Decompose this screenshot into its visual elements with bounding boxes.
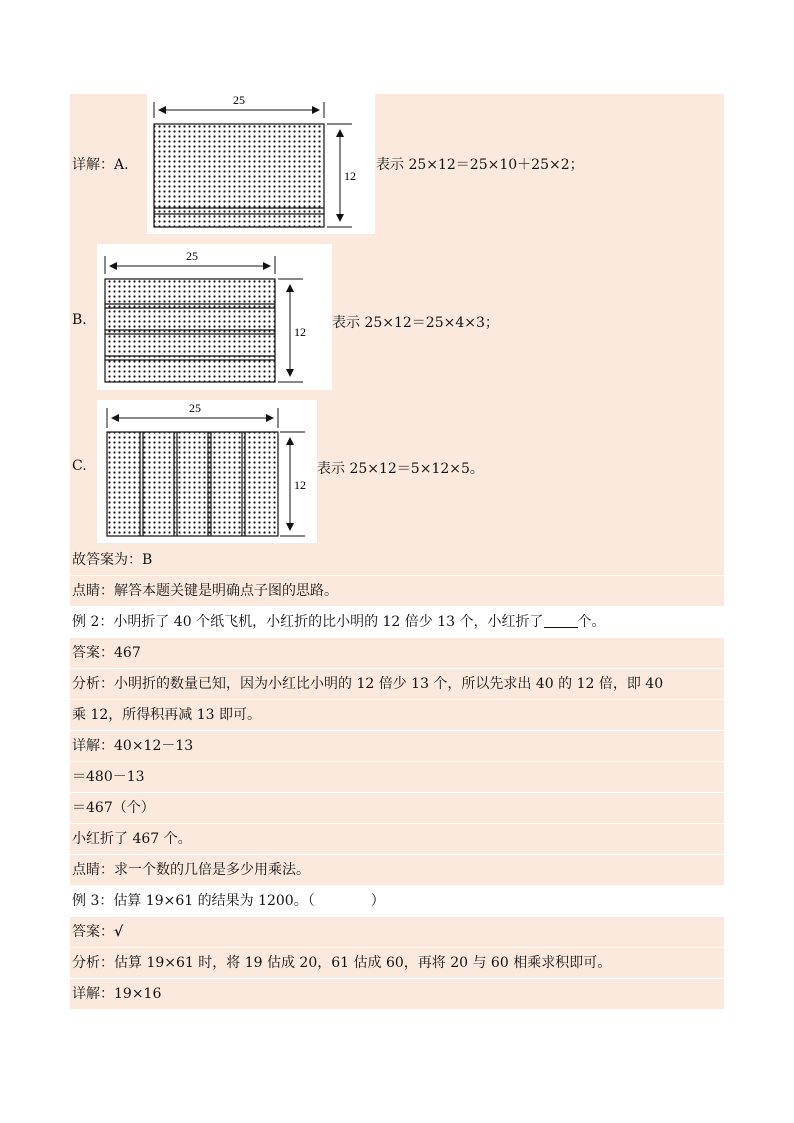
- figure-c-caption: 表示 25×12＝5×12×5。: [317, 461, 484, 477]
- ex3-analysis: 分析：估算 19×61 时，将 19 估成 20，61 估成 60，再将 20 与 60 相乘求积即可。: [70, 948, 724, 979]
- figure-c-width-label: 25: [189, 401, 201, 415]
- figure-b-width-label: 25: [186, 249, 198, 263]
- dot-grid-figure-c: [97, 400, 317, 543]
- figure-b-row: [70, 236, 724, 394]
- figure-c-height-label: 12: [294, 478, 306, 492]
- ex2-question-text: 例 2：小明折了 40 个纸飞机，小红折的比小明的 12 倍少 13 个，小红折了: [72, 614, 544, 630]
- ex2-detail-4: 小红折了 467 个。: [70, 824, 724, 855]
- ex2-question-suffix: 个。: [577, 614, 606, 630]
- dot-grid-figure-b: [97, 244, 332, 390]
- figure-b-caption: 表示 25×12＝25×4×3；: [332, 315, 499, 331]
- figure-b-height-label: 12: [294, 325, 306, 339]
- document-body: [70, 94, 724, 1010]
- ex1-comment: 点睛：解答本题关键是明确点子图的思路。: [70, 576, 724, 607]
- check-mark-icon: √: [114, 924, 124, 940]
- ex2-analysis-2: 乘 12，所得积再减 13 即可。: [70, 700, 724, 731]
- ex2-answer-blank: [544, 611, 578, 628]
- ex3-detail: 详解：19×16: [70, 979, 724, 1010]
- figure-a-height-label: 12: [344, 169, 356, 183]
- ex2-detail-1: 详解：40×12－13: [70, 731, 724, 762]
- ex3-answer-label: 答案：: [72, 924, 114, 940]
- ex2-detail-3: ＝467（个）: [70, 793, 724, 824]
- figure-a-row: [70, 94, 724, 236]
- ex1-answer: 故答案为：B: [70, 545, 724, 576]
- ex2-analysis-1: 分析：小明折的数量已知，因为小红比小明的 12 倍少 13 个，所以先求出 40 的 12 倍，即 40: [70, 669, 724, 700]
- ex3-answer: [70, 917, 724, 948]
- ex2-comment: 点睛：求一个数的几倍是多少用乘法。: [70, 855, 724, 886]
- figure-b-prefix: B.: [72, 312, 87, 328]
- ex2-detail-2: ＝480－13: [70, 762, 724, 793]
- figure-a-image: [147, 94, 375, 234]
- ex2-answer: 答案：467: [70, 638, 724, 669]
- ex3-question: 例 3：估算 19×61 的结果为 1200。（ ）: [70, 886, 724, 917]
- figure-c-row: [70, 394, 724, 545]
- figure-a-prefix: 详解：A.: [72, 157, 129, 173]
- ex2-question: [70, 607, 724, 638]
- figure-a-width-label: 25: [233, 94, 245, 107]
- figure-b-image: [97, 244, 332, 390]
- dot-grid-figure-a: [147, 94, 375, 234]
- figure-c-prefix: C.: [72, 458, 87, 474]
- figure-a-caption: 表示 25×12＝25×10＋25×2；: [376, 157, 584, 173]
- figure-c-image: [97, 400, 317, 543]
